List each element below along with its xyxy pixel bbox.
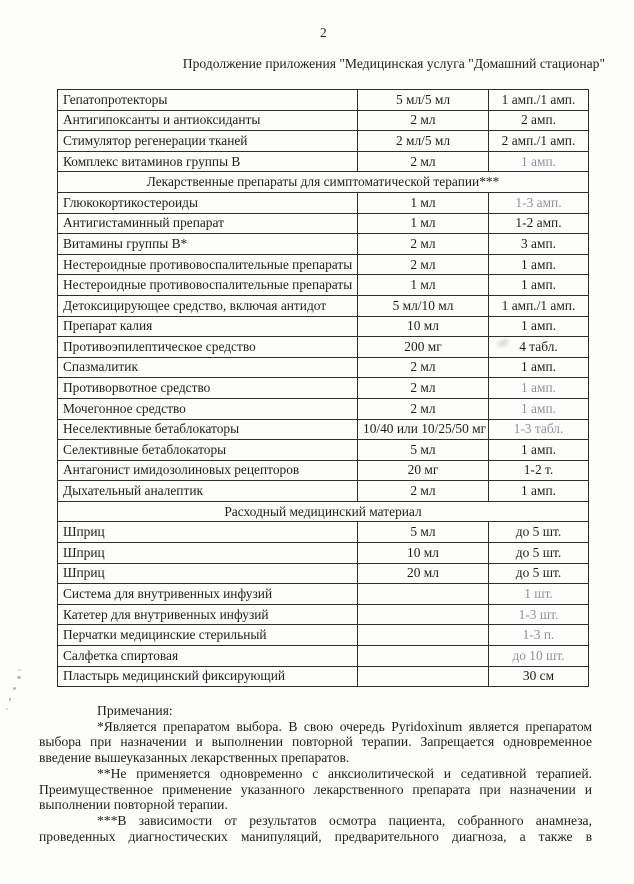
- cell-dose: 2 мл/5 мл: [358, 131, 489, 152]
- cell-quantity: до 5 шт.: [489, 522, 589, 543]
- cell-dose: 2 мл: [358, 481, 489, 502]
- cell-quantity: 1 амп.: [489, 440, 589, 461]
- cell-dose: 2 мл: [358, 110, 489, 131]
- cell-dose: 5 мл/5 мл: [358, 90, 489, 111]
- cell-quantity: 1-2 амп.: [489, 213, 589, 234]
- cell-quantity: 1 амп.: [489, 254, 589, 275]
- cell-dose: 1 мл: [358, 192, 489, 213]
- cell-item-name: Шприц: [58, 543, 358, 564]
- cell-item-name: Перчатки медицинские стерильный: [58, 625, 358, 646]
- table-row: [58, 440, 589, 461]
- cell-item-name: Спазмалитик: [58, 357, 358, 378]
- cell-dose: 5 мл/10 мл: [358, 295, 489, 316]
- scan-artifact: [9, 698, 11, 701]
- cell-item-name: Мочегонное средство: [58, 398, 358, 419]
- cell-item-name: Антагонист имидозолиновых рецепторов: [58, 460, 358, 481]
- cell-dose: 2 мл: [358, 357, 489, 378]
- cell-item-name: Детоксицирующее средство, включая антидот: [58, 295, 358, 316]
- table-row: [58, 666, 589, 687]
- table-row: [58, 254, 589, 275]
- cell-quantity: 1-3 п.: [489, 625, 589, 646]
- cell-item-name: Стимулятор регенерации тканей: [58, 131, 358, 152]
- cell-quantity: 3 амп.: [489, 234, 589, 255]
- notes-section: [39, 703, 592, 844]
- cell-item-name: Шприц: [58, 563, 358, 584]
- cell-dose: 2 мл: [358, 398, 489, 419]
- table-row: [58, 378, 589, 399]
- cell-item-name: Комплекс витаминов группы В: [58, 151, 358, 172]
- page-number: 2: [320, 25, 327, 40]
- cell-item-name: Глюкокортикостероиды: [58, 192, 358, 213]
- scan-artifact: [6, 708, 8, 710]
- table-row: [58, 131, 589, 152]
- cell-item-name: Гепатопротекторы: [58, 90, 358, 111]
- section-label: Лекарственные препараты для симптоматической терапии***: [58, 172, 589, 193]
- cell-dose: 200 мг: [358, 337, 489, 358]
- table-row: [58, 192, 589, 213]
- cell-item-name: Витамины группы В*: [58, 234, 358, 255]
- cell-item-name: Селективные бетаблокаторы: [58, 440, 358, 461]
- cell-quantity: 1 амп.: [489, 316, 589, 337]
- cell-quantity: 1 амп.: [489, 378, 589, 399]
- scan-artifact: [13, 687, 16, 690]
- table-row: [58, 357, 589, 378]
- cell-quantity: 1-3 шт.: [489, 604, 589, 625]
- table-row: [58, 563, 589, 584]
- cell-item-name: Салфетка спиртовая: [58, 646, 358, 667]
- cell-dose: 5 мл: [358, 440, 489, 461]
- table-row: [58, 398, 589, 419]
- cell-item-name: Нестероидные противовоспалительные препараты: [58, 254, 358, 275]
- cell-item-name: Система для внутривенных инфузий: [58, 584, 358, 605]
- cell-quantity: 1-2 т.: [489, 460, 589, 481]
- cell-quantity: 1 амп./1 амп.: [489, 295, 589, 316]
- cell-quantity: 1 амп./1 амп.: [489, 90, 589, 111]
- cell-dose: [358, 625, 489, 646]
- table-row: [58, 646, 589, 667]
- table-row: [58, 234, 589, 255]
- cell-item-name: Антигистаминный препарат: [58, 213, 358, 234]
- table-row: [58, 151, 589, 172]
- medication-table: [57, 89, 589, 687]
- scan-artifact: [17, 676, 21, 679]
- table-row: [58, 604, 589, 625]
- cell-quantity: 2 амп.: [489, 110, 589, 131]
- table-row: [58, 275, 589, 296]
- scan-artifact: [18, 669, 21, 671]
- table-row: [58, 481, 589, 502]
- cell-dose: 10/40 или 10/25/50 мг: [358, 419, 489, 440]
- cell-quantity: 30 см: [489, 666, 589, 687]
- cell-quantity: 1 шт.: [489, 584, 589, 605]
- cell-quantity: 1 амп.: [489, 151, 589, 172]
- cell-quantity: до 10 шт.: [489, 646, 589, 667]
- cell-dose: 10 мл: [358, 316, 489, 337]
- section-row: [58, 501, 589, 522]
- table-row: [58, 543, 589, 564]
- cell-dose: 2 мл: [358, 378, 489, 399]
- cell-dose: [358, 666, 489, 687]
- document-title: Продолжение приложения "Медицинская услуга "Домашний стационар": [182, 56, 605, 71]
- cell-quantity: 1 амп.: [489, 398, 589, 419]
- note-asterisk-1: *Является препаратом выбора. В свою очередь Pyridoxinum является препаратом выбора при назначении и выполнении повторной терапии. Запрещается одновременное введение вышеуказанных лекарственных препаратов.: [39, 718, 592, 766]
- table-row: [58, 460, 589, 481]
- cell-dose: [358, 646, 489, 667]
- section-label: Расходный медицинский материал: [58, 501, 589, 522]
- table-row: [58, 625, 589, 646]
- cell-quantity: 1-3 табл.: [489, 419, 589, 440]
- cell-dose: [358, 584, 489, 605]
- table-row: [58, 522, 589, 543]
- cell-item-name: Препарат калия: [58, 316, 358, 337]
- table-row: [58, 213, 589, 234]
- note-asterisk-3: ***В зависимости от результатов осмотра пациента, собранного анамнеза, проведенных диагностических манипуляций, предварительного диагноза, а также в: [39, 812, 592, 844]
- cell-dose: 2 мл: [358, 151, 489, 172]
- cell-quantity: до 5 шт.: [489, 543, 589, 564]
- cell-dose: 5 мл: [358, 522, 489, 543]
- cell-item-name: Катетер для внутривенных инфузий: [58, 604, 358, 625]
- cell-item-name: Пластырь медицинский фиксирующий: [58, 666, 358, 687]
- cell-dose: 20 мл: [358, 563, 489, 584]
- cell-item-name: Противоэпилептическое средство: [58, 337, 358, 358]
- cell-item-name: Дыхательный аналептик: [58, 481, 358, 502]
- cell-dose: 20 мг: [358, 460, 489, 481]
- cell-dose: 10 мл: [358, 543, 489, 564]
- cell-quantity: 4 табл.: [489, 337, 589, 358]
- cell-dose: 1 мл: [358, 213, 489, 234]
- notes-label: Примечания:: [97, 703, 173, 718]
- cell-item-name: Неселективные бетаблокаторы: [58, 419, 358, 440]
- cell-item-name: Нестероидные противовоспалительные препараты: [58, 275, 358, 296]
- table-row: [58, 584, 589, 605]
- section-row: [58, 172, 589, 193]
- cell-quantity: 1-3 амп.: [489, 192, 589, 213]
- table-row: [58, 419, 589, 440]
- cell-item-name: Шприц: [58, 522, 358, 543]
- cell-item-name: Противорвотное средство: [58, 378, 358, 399]
- cell-quantity: 2 амп./1 амп.: [489, 131, 589, 152]
- table-row: [58, 110, 589, 131]
- cell-quantity: 1 амп.: [489, 275, 589, 296]
- note-asterisk-2: **Не применяется одновременно с анксиолитической и седативной терапией. Преимущественное применение указанного лекарственного препарата при назначении и выполнении повторной терапии.: [39, 765, 592, 813]
- table-row: [58, 295, 589, 316]
- cell-quantity: до 5 шт.: [489, 563, 589, 584]
- cell-item-name: Антигипоксанты и антиоксиданты: [58, 110, 358, 131]
- cell-dose: 2 мл: [358, 254, 489, 275]
- cell-quantity: 1 амп.: [489, 481, 589, 502]
- cell-dose: [358, 604, 489, 625]
- table-row: [58, 90, 589, 111]
- cell-dose: 1 мл: [358, 275, 489, 296]
- cell-dose: 2 мл: [358, 234, 489, 255]
- table-body: [58, 90, 589, 687]
- cell-quantity: 1 амп.: [489, 357, 589, 378]
